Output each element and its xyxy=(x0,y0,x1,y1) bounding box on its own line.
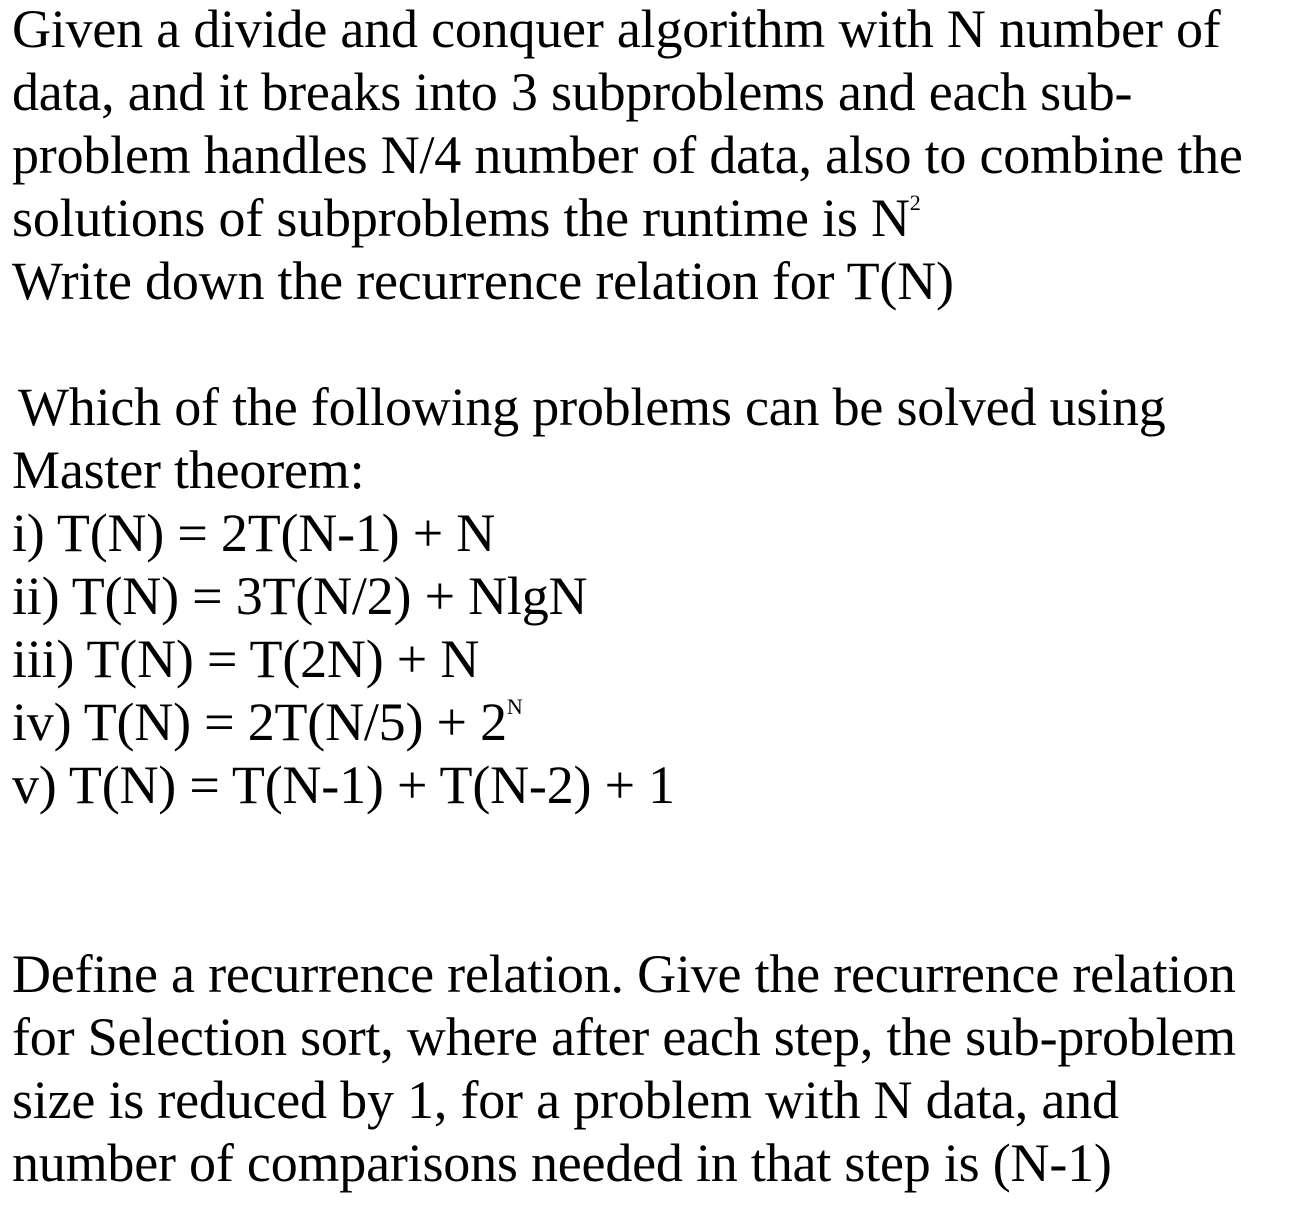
q2-intro-2: Master theorem: xyxy=(12,440,365,500)
q1-line-5: Write down the recurrence relation for T(N) xyxy=(12,251,954,311)
q2-option-1: i) T(N) = 2T(N-1) + N xyxy=(12,503,496,563)
q2-option-5: v) T(N) = T(N-1) + T(N-2) + 1 xyxy=(12,755,675,815)
runtime-exponent: 2 xyxy=(909,190,921,215)
q2-option-3: iii) T(N) = T(2N) + N xyxy=(12,629,480,689)
q2-option-4 xyxy=(12,691,523,754)
q3-line-4: number of comparisons needed in that step is (N-1) xyxy=(12,1133,1112,1193)
option-4-exponent: N xyxy=(506,694,523,719)
q3-line-1: Define a recurrence relation. Give the recurrence relation xyxy=(12,944,1236,1004)
q2-intro-1: Which of the following problems can be solved using xyxy=(18,377,1166,437)
q2-option-4-text: iv) T(N) = 2T(N/5) + 2 xyxy=(12,692,507,752)
q1-line-3: problem handles N/4 number of data, also to combine the xyxy=(12,125,1243,185)
q3-line-3: size is reduced by 1, for a problem with N data, and xyxy=(12,1070,1119,1130)
q1-line-4 xyxy=(12,187,921,250)
q1-line-2: data, and it breaks into 3 subproblems and each sub- xyxy=(12,62,1133,122)
q1-line-4-text: solutions of subproblems the runtime is N xyxy=(12,188,910,248)
q2-option-2: ii) T(N) = 3T(N/2) + NlgN xyxy=(12,566,588,626)
q1-line-1: Given a divide and conquer algorithm with N number of xyxy=(12,0,1221,59)
q3-line-2: for Selection sort, where after each step, the sub-problem xyxy=(12,1007,1236,1067)
